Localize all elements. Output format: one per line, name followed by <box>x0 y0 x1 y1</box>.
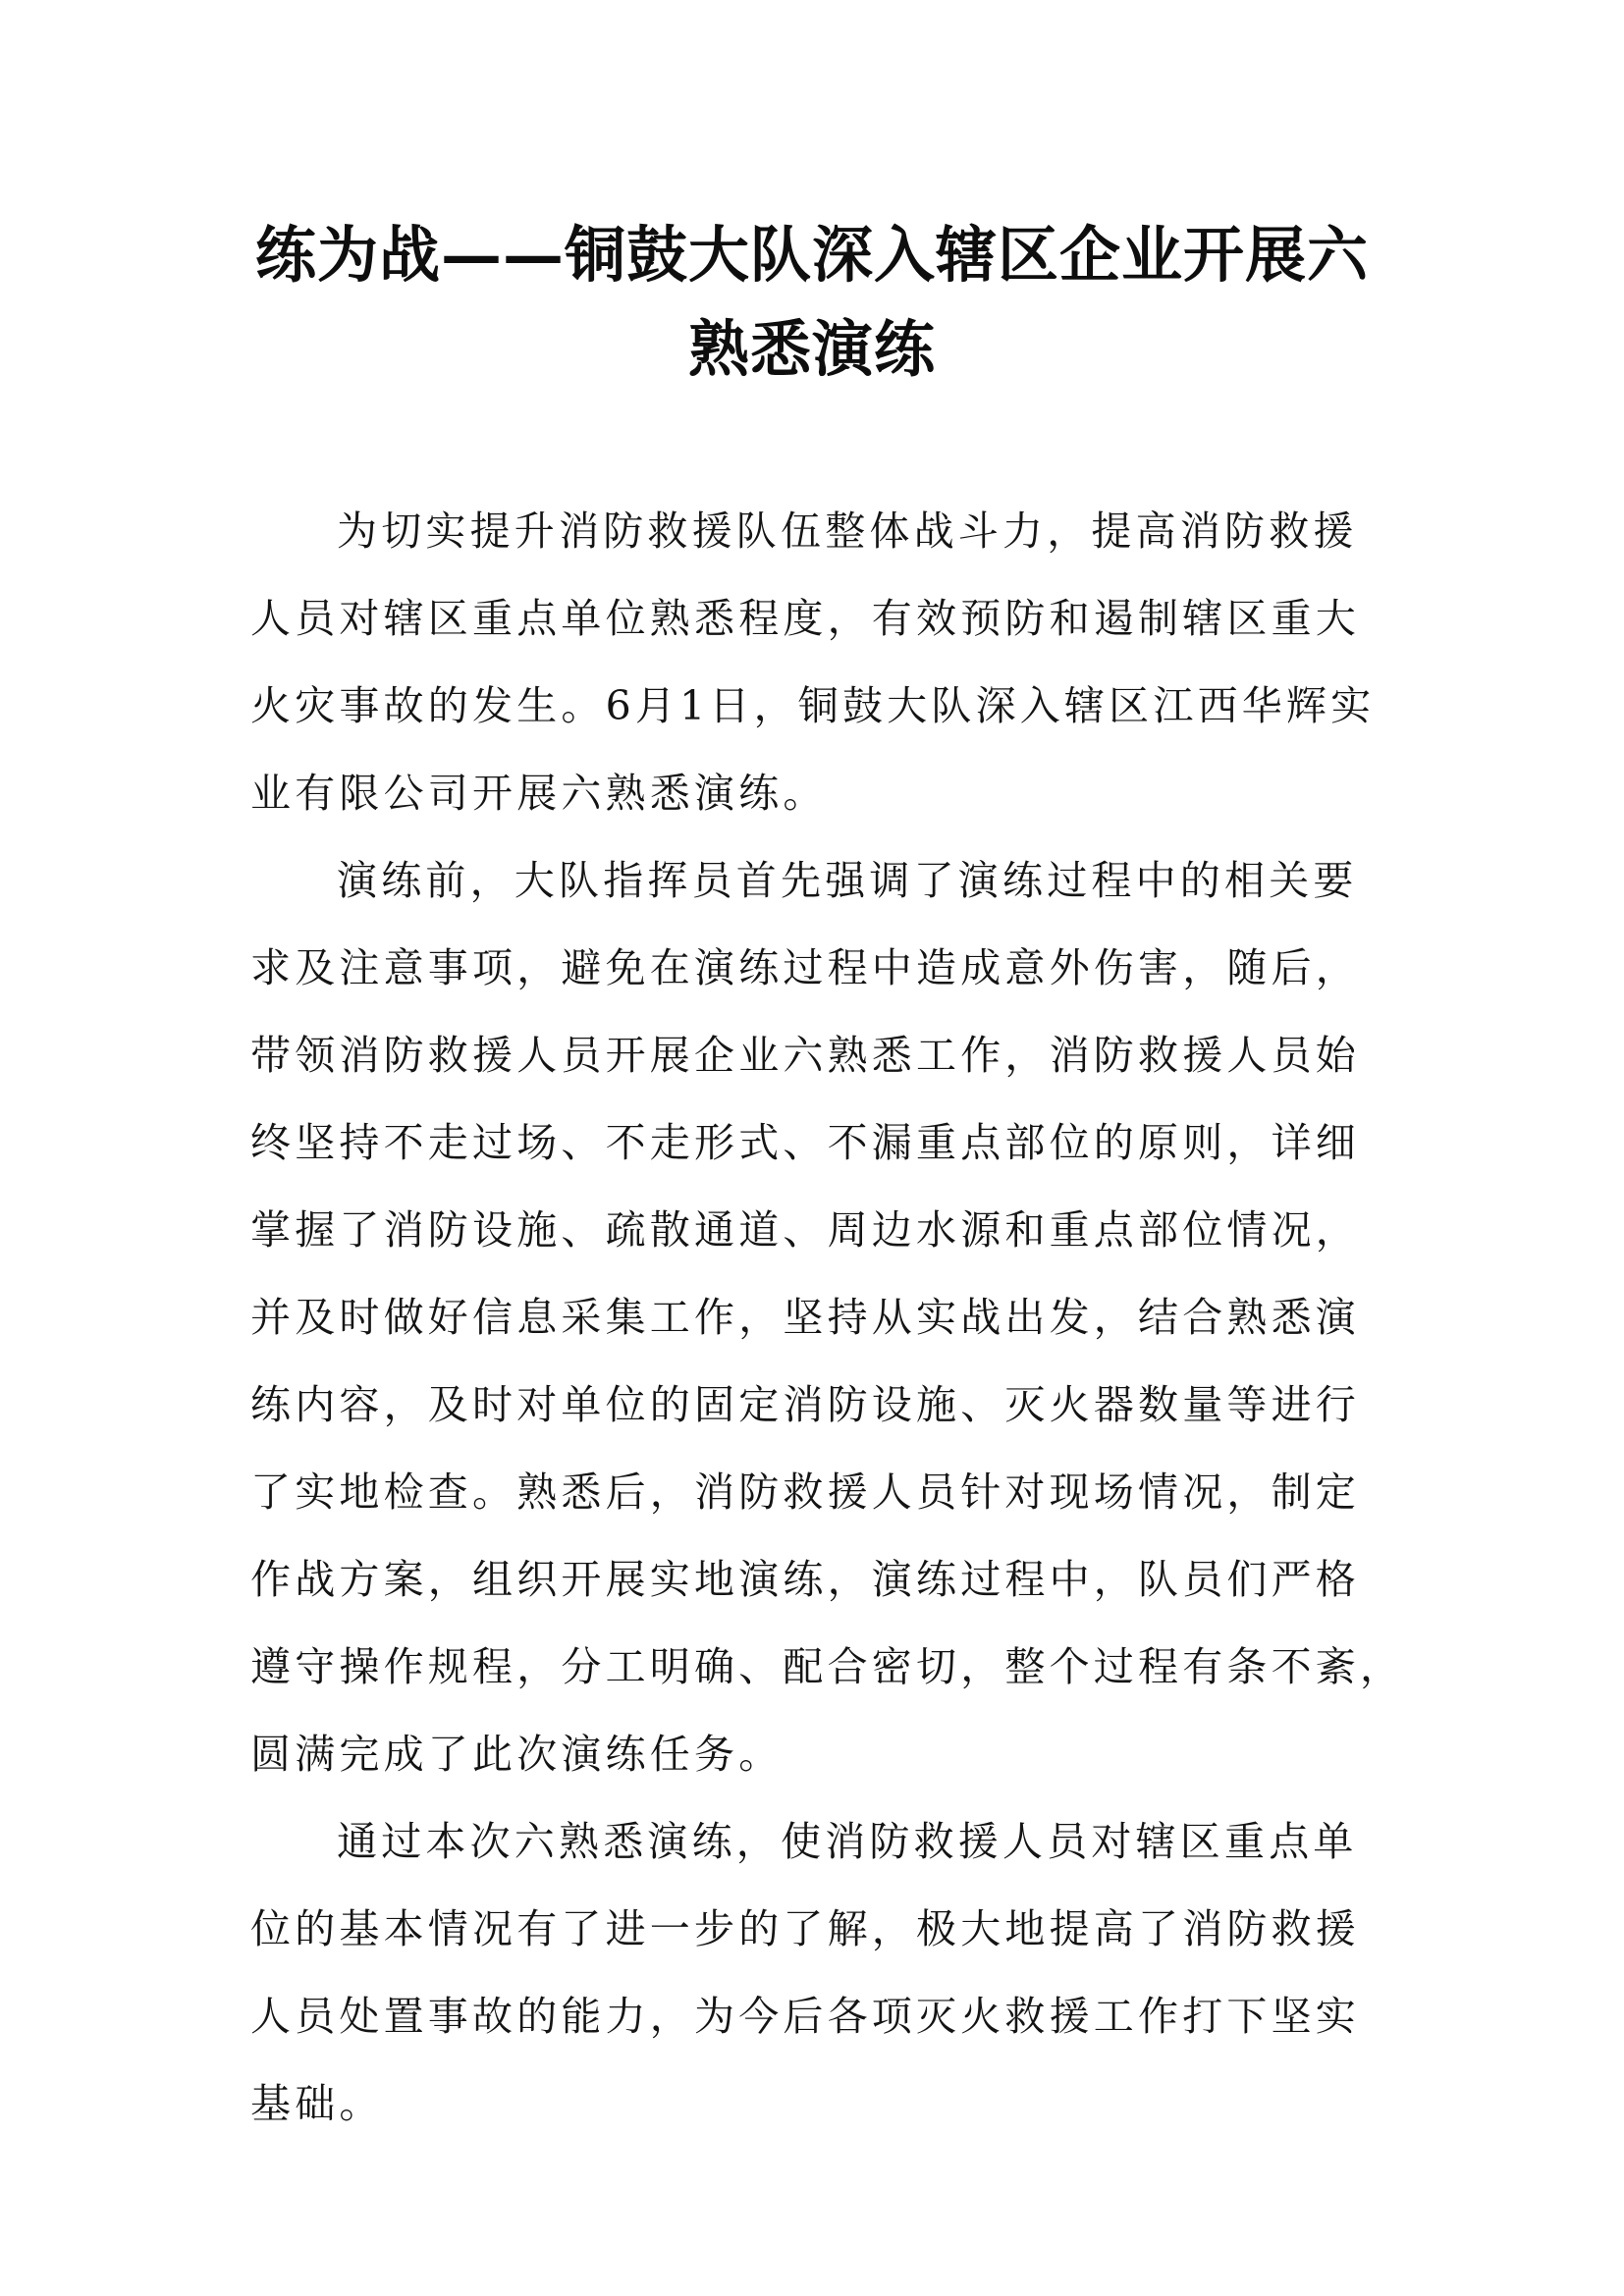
text-line: 火灾事故的发生。6月1日，铜鼓大队深入辖区江西华辉实 <box>250 682 1376 729</box>
paragraph-2 <box>250 837 1405 1798</box>
document-body <box>250 488 1405 2148</box>
text-line: 终坚持不走过场、不走形式、不漏重点部位的原则，详细 <box>250 1119 1360 1166</box>
text-line: 掌握了消防设施、疏散通道、周边水源和重点部位情况， <box>250 1206 1360 1254</box>
text-line: 求及注意事项，避免在演练过程中造成意外伤害，随后， <box>250 944 1360 991</box>
text-line: 了实地检查。熟悉后，消防救援人员针对现场情况，制定 <box>250 1468 1360 1516</box>
title-line-1: 练为战——铜鼓大队深入辖区企业开展六 <box>254 219 1369 291</box>
text-line: 遵守操作规程，分工明确、配合密切，整个过程有条不紊， <box>250 1643 1405 1690</box>
text-line: 作战方案，组织开展实地演练，演练过程中，队员们严格 <box>250 1556 1360 1603</box>
paragraph-3 <box>250 1798 1380 2148</box>
text-line: 人员对辖区重点单位熟悉程度，有效预防和遏制辖区重大 <box>250 595 1360 642</box>
text-line: 为切实提升消防救援队伍整体战斗力，提高消防救援 <box>337 507 1358 555</box>
title-line-2: 熟悉演练 <box>687 313 936 385</box>
text-line: 业有限公司开展六熟悉演练。 <box>250 770 828 817</box>
text-line: 并及时做好信息采集工作，坚持从实战出发，结合熟悉演 <box>250 1294 1360 1341</box>
text-line: 通过本次六熟悉演练，使消防救援人员对辖区重点单 <box>337 1818 1358 1865</box>
text-line: 圆满完成了此次演练任务。 <box>250 1731 784 1778</box>
text-line: 带领消防救援人员开展企业六熟悉工作，消防救援人员始 <box>250 1032 1360 1079</box>
text-line: 人员处置事故的能力，为今后各项灭火救援工作打下坚实 <box>250 1993 1360 2040</box>
text-line: 基础。 <box>250 2080 384 2127</box>
text-line: 演练前，大队指挥员首先强调了演练过程中的相关要 <box>337 857 1358 904</box>
paragraph-1 <box>250 488 1380 837</box>
text-line: 位的基本情况有了进一步的了解，极大地提高了消防救援 <box>250 1905 1360 1952</box>
text-line: 练内容，及时对单位的固定消防设施、灭火器数量等进行 <box>250 1381 1360 1428</box>
document-title <box>245 208 1379 397</box>
